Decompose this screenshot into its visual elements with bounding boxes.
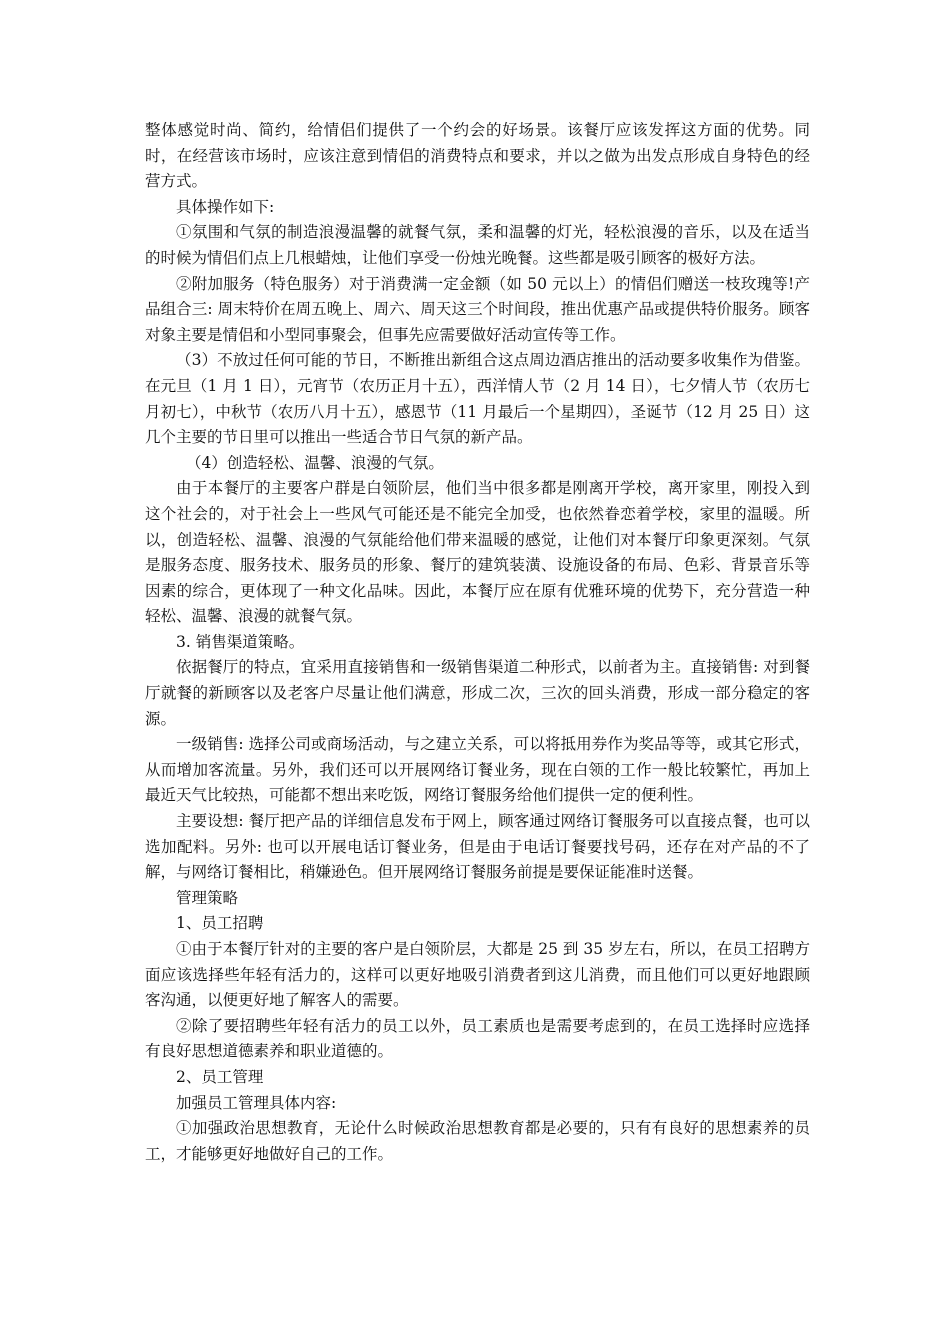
- paragraph: 加强员工管理具体内容:: [176, 1093, 337, 1112]
- paragraph: 具体操作如下:: [176, 197, 275, 216]
- paragraph: 整体感觉时尚、简约，给情侣们提供了一个约会的好场景。该餐厅应该发挥这方面的优势。同时，在经营该市场时，应该注意到情侣的消费特点和要求，并以之做为出发点形成自身特色的经营方式。: [145, 121, 810, 191]
- paragraph: （4）创造轻松、温馨、浪漫的气氛。: [186, 453, 444, 472]
- paragraph: （3）不放过任何可能的节日，不断推出新组合这点周边酒店推出的活动要多收集作为借鉴。在元旦（1 月 1 日），元宵节（农历正月十五），西洋情人节（2 月 14 日），七夕情人节（农历七月初七），中秋节（农历八月十五），感恩节（11 月最后一个星期四），圣诞节（12 月 25 日）这几个主要的节日里可以推出一些适合节日气氛的新产品。: [145, 351, 810, 447]
- paragraph: 依据餐厅的特点，宜采用直接销售和一级销售渠道二种形式，以前者为主。直接销售: 对到餐厅就餐的新顾客以及老客户尽量让他们满意，形成二次，三次的回头消费，形成一部分稳定的客源。: [145, 658, 810, 728]
- paragraph: 一级销售: 选择公司或商场活动，与之建立关系，可以将抵用券作为奖品等等，或其它形式，从而增加客流量。另外，我们还可以开展网络订餐业务，现在白领的工作一般比较繁忙，再加上最近天气比较热，可能都不想出来吃饭，网络订餐服务给他们提供一定的便利性。: [145, 735, 810, 805]
- paragraph: ②附加服务（特色服务）对于消费满一定金额（如 50 元以上）的情侣们赠送一枝玫瑰等!产品组合三: 周末特价在周五晚上、周六、周天这三个时间段，推出优惠产品或提供特价服务。顾客对象主要是情侣和小型同事聚会，但事先应需要做好活动宣传等工作。: [145, 274, 810, 344]
- section-heading: 管理策略: [176, 888, 239, 907]
- paragraph: ①氛围和气氛的制造浪漫温馨的就餐气氛，柔和温馨的灯光，轻松浪漫的音乐，以及在适当的时候为情侣们点上几根蜡烛，让他们享受一份烛光晚餐。这些都是吸引顾客的极好方法。: [145, 223, 810, 267]
- document-body: [145, 118, 810, 1167]
- paragraph: ②除了要招聘些年轻有活力的员工以外，员工素质也是需要考虑到的，在员工选择时应选择有良好思想道德素养和职业道德的。: [145, 1016, 810, 1061]
- paragraph: ①加强政治思想教育，无论什么时候政治思想教育都是必要的，只有有良好的思想素养的员工，才能够更好地做好自己的工作。: [145, 1119, 810, 1163]
- paragraph: 由于本餐厅的主要客户群是白领阶层，他们当中很多都是刚离开学校，离开家里，刚投入到这个社会的，对于社会上一些风气可能还是不能完全加受，也依然眷恋着学校，家里的温暖。所以，创造轻松、温馨、浪漫的气氛能给他们带来温暖的感觉，让他们对本餐厅印象更深刻。气氛是服务态度、服务技术、服务员的形象、餐厅的建筑装潢、设施设备的布局、色彩、背景音乐等因素的综合，更体现了一种文化品味。因此，本餐厅应在原有优雅环境的优势下，充分营造一种轻松、温馨、浪漫的就餐气氛。: [145, 479, 810, 626]
- paragraph: ①由于本餐厅针对的主要的客户是白领阶层，大都是 25 到 35 岁左右，所以，在员工招聘方面应该选择些年轻有活力的，这样可以更好地吸引消费者到这儿消费，而且他们可以更好地跟顾客沟通，以便更好地了解客人的需要。: [145, 940, 810, 1010]
- section-heading: 3. 销售渠道策略。: [176, 632, 305, 651]
- subsection-heading: 2、员工管理: [176, 1067, 264, 1086]
- subsection-heading: 1、员工招聘: [176, 914, 264, 933]
- paragraph: 主要设想: 餐厅把产品的详细信息发布于网上，顾客通过网络订餐服务可以直接点餐，也可以选加配料。另外: 也可以开展电话订餐业务，但是由于电话订餐要找号码，还存在对产品的不了解，与网络订餐相比，稍嫌逊色。但开展网络订餐服务前提是要保证能准时送餐。: [145, 812, 810, 882]
